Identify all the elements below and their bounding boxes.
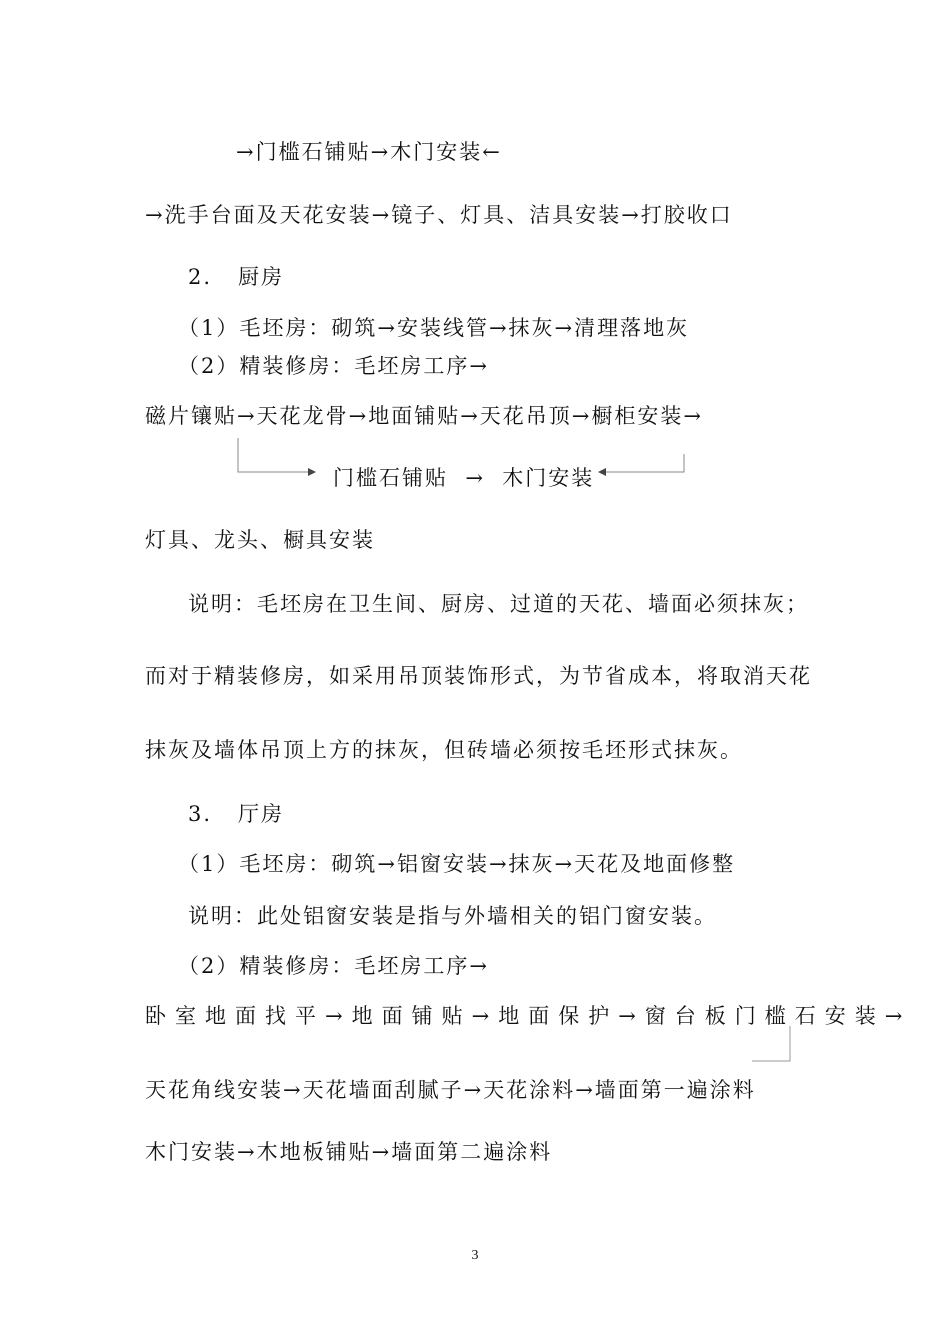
living-rough-note: 说明：此处铝窗安装是指与外墙相关的铝门窗安装。 xyxy=(188,904,717,928)
kitchen-note-line-3: 抹灰及墙体吊顶上方的抹灰，但砖墙必须按毛坯形式抹灰。 xyxy=(145,738,743,762)
living-rough-house: （1）毛坯房：砌筑→铝窗安装→抹灰→天花及地面修整 xyxy=(178,852,736,876)
kitchen-rough-house: （1）毛坯房：砌筑→安装线管→抹灰→清理落地灰 xyxy=(178,316,690,340)
kitchen-note-line-1: 说明：毛坯房在卫生间、厨房、过道的天花、墙面必须抹灰； xyxy=(188,592,809,616)
bathroom-flow-line-1: →门槛石铺贴→木门安装← xyxy=(236,140,502,164)
living-flow-line-2: 天花角线安装→天花墙面刮腻子→天花涂料→墙面第一遍涂料 xyxy=(145,1078,756,1102)
kitchen-heading: 2. 厨房 xyxy=(188,265,285,289)
kitchen-note-line-2: 而对于精装修房，如采用吊顶装饰形式，为节省成本，将取消天花 xyxy=(145,664,812,688)
kitchen-flow-line-3: 灯具、龙头、橱具安装 xyxy=(145,528,375,552)
page-number: 3 xyxy=(471,1248,479,1263)
kitchen-flow-line-1: 磁片镶贴→天花龙骨→地面铺贴→天花吊顶→橱柜安装→ xyxy=(145,404,703,428)
living-heading: 3. 厅房 xyxy=(188,802,285,826)
kitchen-fine-house: （2）精装修房：毛坯房工序→ xyxy=(178,354,489,378)
living-flow-line-3: 木门安装→木地板铺贴→墙面第二遍涂料 xyxy=(145,1140,553,1164)
kitchen-flow-branch: 门槛石铺贴 → 木门安装 xyxy=(333,466,595,490)
living-fine-house: （2）精装修房：毛坯房工序→ xyxy=(178,954,489,978)
bathroom-flow-line-2: →洗手台面及天花安装→镜子、灯具、洁具安装→打胶收口 xyxy=(145,203,733,227)
living-flow-line-1: 卧室地面找平→地面铺贴→地面保护→窗台板门槛石安装→ xyxy=(145,1004,912,1028)
